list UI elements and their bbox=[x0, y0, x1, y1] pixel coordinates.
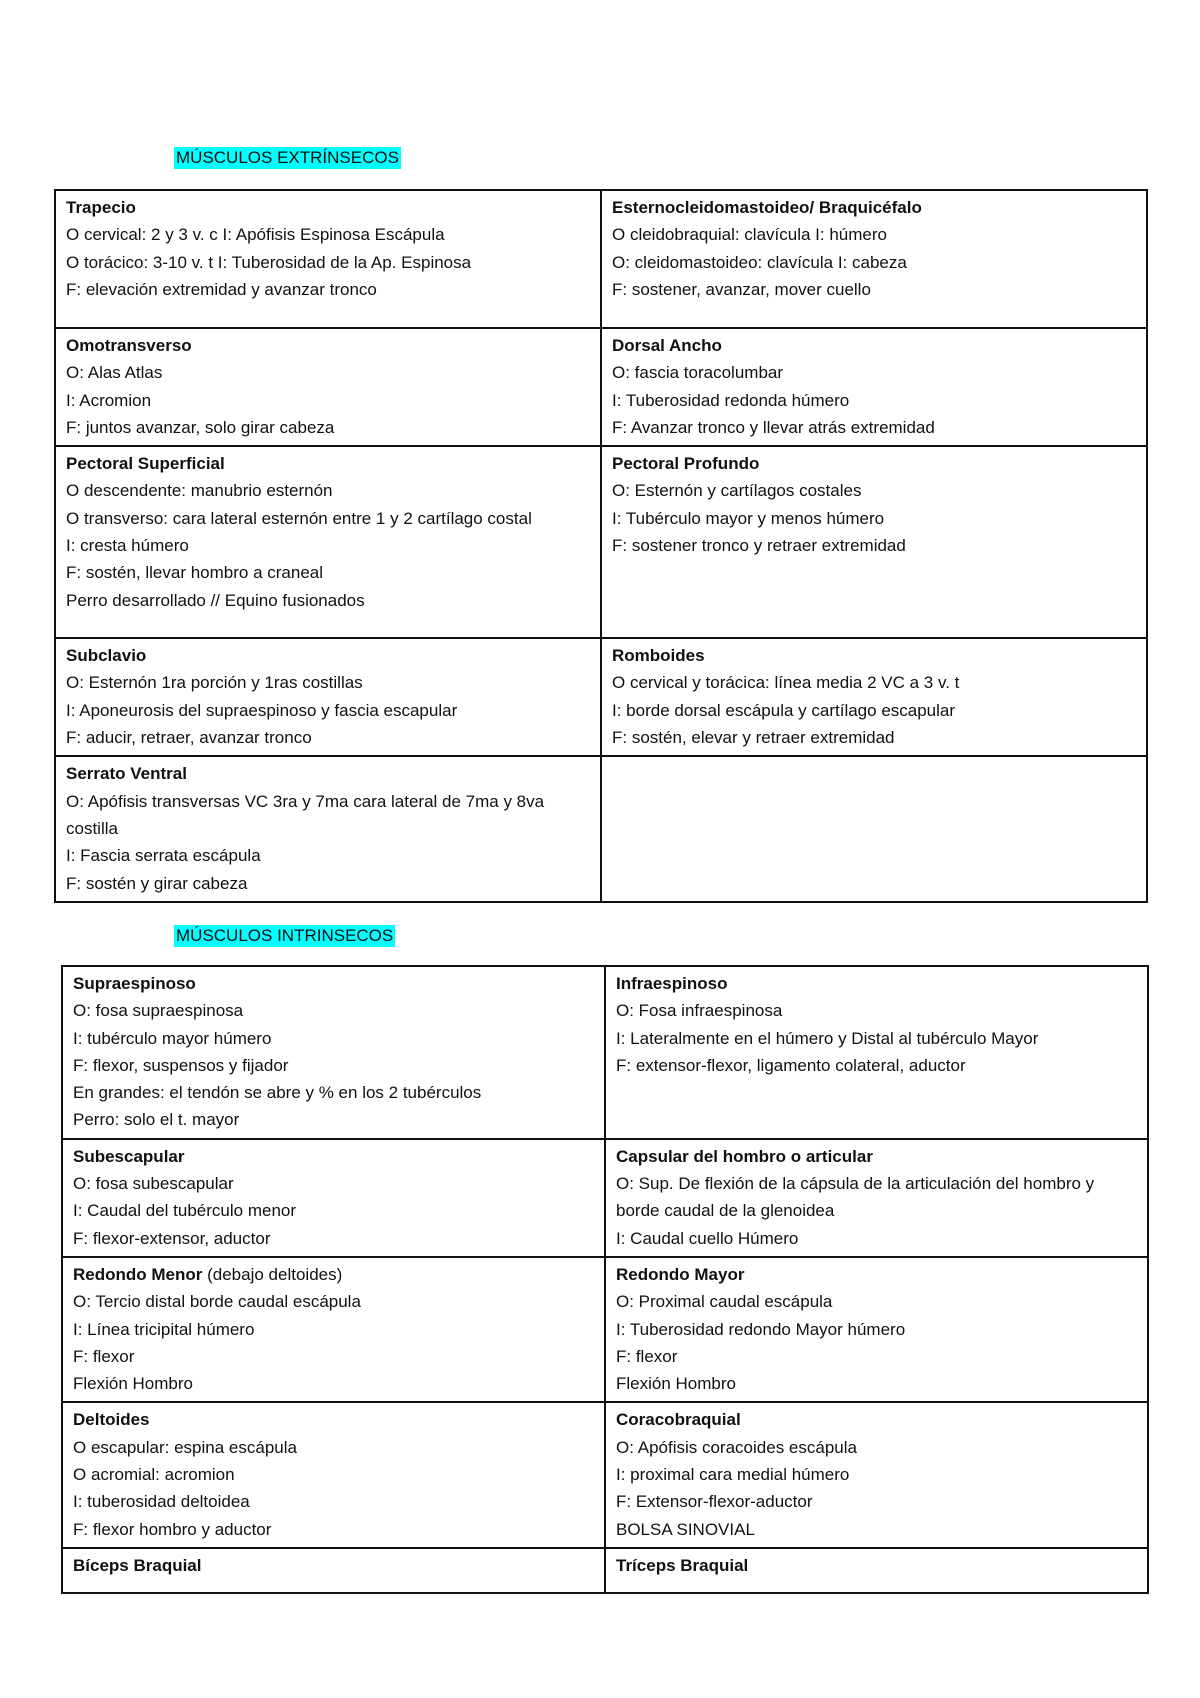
muscle-detail-line: O: fascia toracolumbar bbox=[612, 363, 784, 383]
muscle-detail-line: I: tubérculo mayor húmero bbox=[73, 1028, 272, 1048]
muscle-detail-line: F: sostén, elevar y retraer extremidad bbox=[612, 728, 895, 748]
table-row bbox=[55, 756, 1147, 901]
muscle-detail-line: O: Tercio distal borde caudal escápula bbox=[73, 1292, 361, 1312]
muscle-detail-line: F: elevación extremidad y avanzar tronco bbox=[66, 279, 377, 299]
muscle-detail-line: F: Avanzar tronco y llevar atrás extremidad bbox=[612, 417, 935, 437]
muscle-cell bbox=[601, 190, 1147, 328]
muscle-detail-line: Perro desarrollado // Equino fusionados bbox=[66, 590, 365, 610]
muscle-name: Supraespinoso bbox=[73, 974, 196, 993]
muscle-detail-line: O cervical: 2 y 3 v. c I: Apófisis Espinosa Escápula bbox=[66, 225, 445, 245]
muscle-name: Pectoral Superficial bbox=[66, 454, 225, 474]
empty-cell bbox=[601, 756, 1147, 901]
muscle-detail-line: F: flexor bbox=[616, 1346, 678, 1366]
muscle-detail-line: I: tuberosidad deltoidea bbox=[73, 1492, 250, 1512]
muscle-name: Subclavio bbox=[66, 646, 147, 666]
muscle-detail-line: F: juntos avanzar, solo girar cabeza bbox=[66, 417, 335, 437]
muscle-detail-line: F: flexor bbox=[73, 1346, 135, 1366]
muscle-detail-line: I: Caudal cuello Húmero bbox=[616, 1228, 799, 1248]
muscle-name: Dorsal Ancho bbox=[612, 336, 722, 355]
muscle-name: Redondo Mayor bbox=[616, 1264, 745, 1284]
muscle-detail-line: F: flexor hombro y aductor bbox=[73, 1519, 272, 1539]
muscle-detail-line: I: Tuberosidad redonda húmero bbox=[612, 390, 850, 410]
muscle-detail-line: O torácico: 3-10 v. t I: Tuberosidad de la Ap. Espinosa bbox=[66, 252, 472, 272]
section-heading-extrinsecos: MÚSCULOS EXTRÍNSECOS bbox=[176, 148, 399, 167]
muscle-cell bbox=[62, 1257, 605, 1402]
muscle-name: Romboides bbox=[612, 646, 705, 666]
muscle-cell bbox=[55, 190, 601, 328]
muscle-name: Tríceps Braquial bbox=[616, 1555, 749, 1575]
muscle-detail-line: O escapular: espina escápula bbox=[73, 1437, 297, 1457]
muscle-detail-line: I: Caudal del tubérculo menor bbox=[73, 1201, 297, 1221]
muscle-detail-line: F: aducir, retraer, avanzar tronco bbox=[66, 728, 312, 748]
muscle-detail-line: O: Apófisis transversas VC 3ra y 7ma cara lateral de 7ma y 8va costilla bbox=[66, 791, 545, 838]
muscle-detail-line: O: Apófisis coracoides escápula bbox=[616, 1437, 857, 1457]
muscle-detail-line: I: borde dorsal escápula y cartílago escapular bbox=[612, 700, 956, 720]
muscle-detail-line: I: proximal cara medial húmero bbox=[616, 1465, 850, 1485]
muscle-detail-line: I: Tuberosidad redondo Mayor húmero bbox=[616, 1319, 906, 1339]
muscle-name: Subescapular bbox=[73, 1146, 185, 1166]
muscle-detail-line: I: Lateralmente en el húmero y Distal al tubérculo Mayor bbox=[616, 1028, 1039, 1048]
muscle-cell bbox=[605, 1548, 1148, 1593]
muscle-name: Omotransverso bbox=[66, 336, 192, 355]
table-row bbox=[62, 1139, 1148, 1257]
muscle-name: Esternocleidomastoideo/ Braquicéfalo bbox=[612, 198, 922, 217]
muscle-detail-line: Flexión Hombro bbox=[73, 1374, 193, 1394]
intrinsic-muscles-table bbox=[61, 965, 1149, 1594]
muscle-cell bbox=[62, 966, 605, 1139]
muscle-cell bbox=[605, 1402, 1148, 1547]
muscle-cell bbox=[62, 1139, 605, 1257]
muscle-detail-line: F: Extensor-flexor-aductor bbox=[616, 1492, 813, 1512]
section-heading-intrinsecos: MÚSCULOS INTRINSECOS bbox=[176, 926, 394, 945]
muscle-detail-line: F: sostener, avanzar, mover cuello bbox=[612, 279, 871, 299]
muscle-detail-line: O: Fosa infraespinosa bbox=[616, 1001, 783, 1021]
muscle-cell bbox=[62, 1548, 605, 1593]
muscle-name: Capsular del hombro o articular bbox=[616, 1146, 873, 1166]
muscle-detail-line: I: Fascia serrata escápula bbox=[66, 846, 261, 866]
muscle-detail-line: Perro: solo el t. mayor bbox=[73, 1110, 240, 1130]
muscle-name: Deltoides bbox=[73, 1410, 150, 1430]
muscle-name: Trapecio bbox=[66, 198, 136, 217]
muscle-cell bbox=[605, 1139, 1148, 1257]
muscle-cell bbox=[601, 638, 1147, 756]
muscle-detail-line: O acromial: acromion bbox=[73, 1465, 235, 1485]
table-row bbox=[62, 1548, 1148, 1593]
muscle-detail-line: I: Aponeurosis del supraespinoso y fascia escapular bbox=[66, 700, 458, 720]
muscle-cell bbox=[601, 446, 1147, 638]
muscle-name: Infraespinoso bbox=[616, 974, 728, 993]
muscle-name: Bíceps Braquial bbox=[73, 1555, 202, 1575]
muscle-detail-line: O: Sup. De flexión de la cápsula de la articulación del hombro y borde caudal de la glenoidea bbox=[616, 1174, 1095, 1221]
table-row bbox=[62, 1257, 1148, 1402]
extrinsic-muscles-table bbox=[54, 189, 1148, 903]
muscle-detail-line: F: extensor-flexor, ligamento colateral, aductor bbox=[616, 1055, 966, 1075]
muscle-detail-line: F: sostén, llevar hombro a craneal bbox=[66, 563, 324, 583]
muscle-name: Redondo Menor (debajo deltoides) bbox=[73, 1264, 343, 1284]
muscle-detail-line: O: fosa subescapular bbox=[73, 1174, 234, 1194]
muscle-detail-line: Flexión Hombro bbox=[616, 1374, 736, 1394]
muscle-cell bbox=[605, 966, 1148, 1139]
muscle-detail-line: BOLSA SINOVIAL bbox=[616, 1519, 755, 1539]
muscle-cell bbox=[55, 756, 601, 901]
muscle-cell bbox=[55, 328, 601, 446]
muscle-cell bbox=[601, 328, 1147, 446]
muscle-name-note: (debajo deltoides) bbox=[202, 1264, 343, 1284]
muscle-detail-line: En grandes: el tendón se abre y % en los 2 tubérculos bbox=[73, 1083, 482, 1103]
muscle-cell bbox=[605, 1257, 1148, 1402]
muscle-detail-line: I: Línea tricipital húmero bbox=[73, 1319, 255, 1339]
muscle-detail-line: F: sostén y girar cabeza bbox=[66, 873, 248, 893]
muscle-detail-line: O: cleidomastoideo: clavícula I: cabeza bbox=[612, 252, 907, 272]
table-row bbox=[55, 446, 1147, 638]
muscle-detail-line: I: Acromion bbox=[66, 390, 152, 410]
muscle-detail-line: O cleidobraquial: clavícula I: húmero bbox=[612, 225, 887, 245]
muscle-name: Pectoral Profundo bbox=[612, 454, 760, 474]
muscle-detail-line: O: Alas Atlas bbox=[66, 363, 163, 383]
table-row bbox=[55, 328, 1147, 446]
table-row bbox=[55, 638, 1147, 756]
muscle-cell bbox=[55, 638, 601, 756]
muscle-detail-line: O: Esternón y cartílagos costales bbox=[612, 481, 862, 501]
muscle-detail-line: I: cresta húmero bbox=[66, 536, 189, 556]
muscle-cell bbox=[62, 1402, 605, 1547]
muscle-detail-line: O: Proximal caudal escápula bbox=[616, 1292, 833, 1312]
table-row bbox=[62, 966, 1148, 1139]
muscle-detail-line: F: sostener tronco y retraer extremidad bbox=[612, 536, 906, 556]
muscle-detail-line: O descendente: manubrio esternón bbox=[66, 481, 333, 501]
table-row bbox=[62, 1402, 1148, 1547]
muscle-detail-line: F: flexor, suspensos y fijador bbox=[73, 1055, 289, 1075]
table-row bbox=[55, 190, 1147, 328]
muscle-detail-line: O transverso: cara lateral esternón entre 1 y 2 cartílago costal bbox=[66, 508, 532, 528]
muscle-detail-line: O: Esternón 1ra porción y 1ras costillas bbox=[66, 673, 363, 693]
muscle-detail-line: F: flexor-extensor, aductor bbox=[73, 1228, 271, 1248]
muscle-detail-line: O: fosa supraespinosa bbox=[73, 1001, 244, 1021]
muscle-detail-line: I: Tubérculo mayor y menos húmero bbox=[612, 508, 885, 528]
muscle-cell bbox=[55, 446, 601, 638]
muscle-detail-line: O cervical y torácica: línea media 2 VC a 3 v. t bbox=[612, 673, 960, 693]
muscle-name: Serrato Ventral bbox=[66, 764, 187, 784]
muscle-name: Coracobraquial bbox=[616, 1410, 741, 1430]
